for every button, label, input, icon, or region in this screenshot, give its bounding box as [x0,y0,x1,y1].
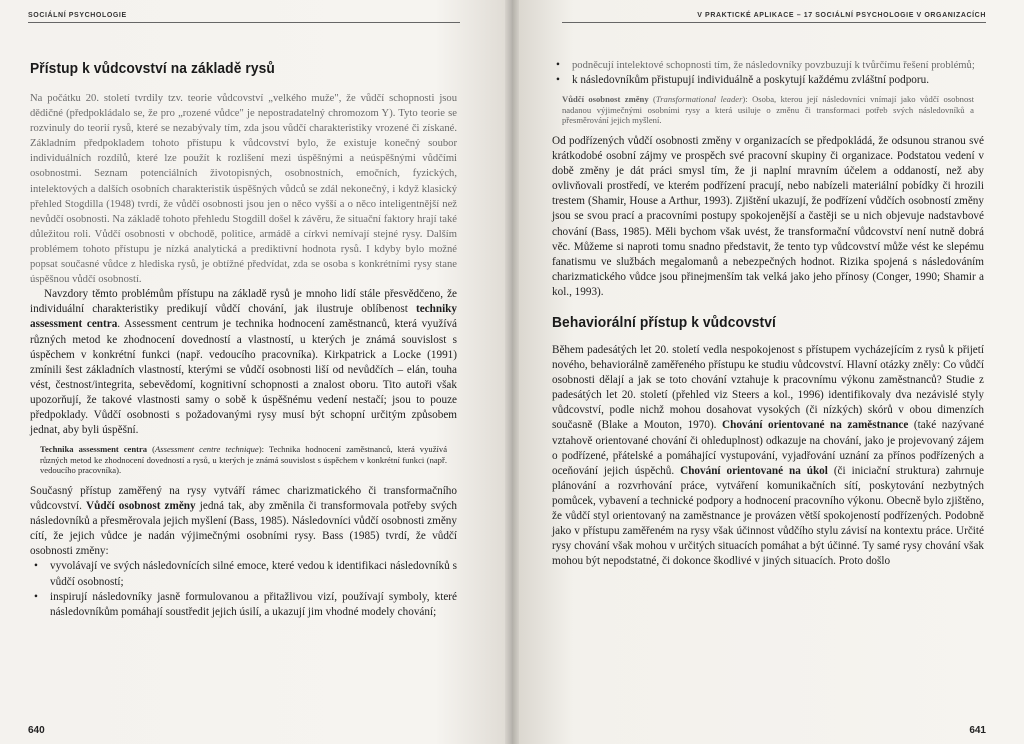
bullet-item: • inspirují následovníky jasně formulovanou a přitažlivou vizí, používají symboly, které následovníkům pomáhají soustředit jejich úsilí, a ukazují jim vhodné modely chování; [30,590,457,620]
paragraph-right-2-text-b: (také nazývané vztahově orientované chování či ohleduplnost) odkazuje na chování, jako je projevovaný zájem o podřízené, přátelské a pomáhající vystupování, vyjadřování uznání za přínos podřízených a oceňování jejich úspěchů. [552,419,984,477]
page-number-right: 641 [969,725,986,736]
section-title-behavioral: Behaviorální přístup k vůdcovství [552,314,776,331]
paragraph-2-text-a: Navzdory těmto problémům přístupu na základě rysů je mnoho lidí stále přesvědčeno, že individuální charakteristiky predikují vůdčí chování, jak ilustruje oblíbenost [30,288,457,316]
term-assessment-centre: techniky assessment centra [30,303,457,331]
gloss-definition: Technika hodnocení zaměstnanců, která využívá různých metod ke zhodnocení dovedností a rysů, u kterých je známá souvislost s úspěchem v konkrétní funkci (např. vedoucího pracovníka). [40,444,448,476]
left-text-column [30,60,457,620]
glossary-box-transformational: Vůdčí osobnost změny (Transformational leader): Osoba, kterou její následovníci vnímají jako vůdčí osobnost nadanou výjimečnými osobními rysy a která usiluje o změnu či transformaci potřeb svých následovníků a přesměrování jejich myšlení. [562,94,975,126]
paragraph-2 [30,287,457,438]
gloss-term-en: Assessment centre technique [155,444,259,455]
header-rule-left [28,22,460,23]
paragraph-1 [30,91,457,287]
paragraph-right-2-text-a: Během padesátých let 20. století vedla nespokojenost s přístupem vycházejícím z rysů k přijetí nového, behaviorálně zaměřeného přístupu ke studiu vůdcovství. Hlavní otázky zněly: Co vůdčí osobnosti dělají a jak se toto chování vztahuje k pracovnímu výkonu zaměstnanců? Studie z padesátých let 20. století (přehled viz Steers a kol., 1996) identifikovaly dva nezávislé styly vůdcovství, podle nichž mohou dosahovat vysokých (či nízkých) skórů v obou dimenzích současně (Blake a Mouton, 1970). [552,344,984,432]
bullet-item [552,58,984,73]
bullet-list-left [30,559,457,619]
paragraph-right-2 [552,343,984,569]
bullet-item-text: podněcují intelektové schopnosti tím, že následovníky povzbuzují k tvůrčímu řešení problémů; [572,60,975,71]
gloss-term-en: Transformational leader [655,94,743,105]
paragraph-3-text-a: Současný přístup zaměřený na rysy vytváří rámec charizmatického či transformačního vůdcovství. [30,484,457,513]
paragraph-2-text-b: . Assessment centrum je technika hodnocení zaměstnanců, která využívá různých metod ke zhodnocení dovedností a vlastností, u kterých je známá souvislost s úspěchem v konkrétní funkci (např. vedoucího pracovníka). Kirkpatrick a Locke (1991) zmínili šest základních vlastností, kterými se vůdčí osobnosti liší od nevůdčích – elán, touha vést, čestnost/integrita, sebevědomí, kognitivní schopnosti a znalost oboru. Tito autoři však upozorňují, že takové vlastnosti samy o sobě k úspěšnému vedení nestačí; jsou to pouze předpoklady. Vůdčí osobnosti s požadovanými rysy musí být schopní určitým způsobem jednat, aby byli úspěšní. [30,318,457,437]
paragraph-3 [30,484,457,559]
bullet-list-right [552,58,984,88]
glossary-box-assessment: Technika assessment centra (Assessment centre technique): Technika hodnocení zaměstnanců, která využívá různých metod ke zhodnocení dovedností a rysů, u kterých je známá souvislost s úspěchem v konkrétní funkci (např. vedoucího pracovníka). [40,444,448,476]
paragraph-1-text: Na počátku 20. století tvrdily tzv. teorie vůdcovství „velkého muže", že vůdčí schopnosti jsou dědičné (předpokládalo se, že pro „rozené vůdce" je nepostradatelný chromozom Y). Tyto teorie se rozvinuly do teorií rysů, které se nezabývaly tím, zda jsou vůdčí charakteristiky vrozené či získané. Základním předpokladem tohoto přístupu k vůdcovství bylo, že existuje konečný soubor individuálních rozdílů, které lze použít k rozlišení mezi úspěšnými a neúspěšnými vůdčími osobnostmi. Seznam potenciálních životopisných, osobnostních, emočních, fyzických, intelektových a dalších osobních charakteristik úspěšných vůdců se zdál nekonečný, i když klasický přehled Stogdilla (1948) tvrdí, že vůdčí osobnosti jsou jen o něco vyšší a o něco inteligentnější než nevůdčí osobnosti. Na základě tohoto přehledu Stogdill došel k závěru, že situační faktory hrají také důležitou roli. Vůdčí osobnosti v obchodě, politice, armádě a církvi nemívají stejné rysy. Dalším problémem tohoto přístupu je nízká analytická a prediktivní hodnota rysů. I kdyby bylo možné popsat současné vůdce z hlediska rysů, je obtížné předvídat, zda se osoba s konkrétními rysy stane úspěšnou vůdčí osobností. [30,93,457,286]
right-text-column [552,58,984,569]
paragraph-right-1: Od podřízených vůdčí osobnosti změny v organizacích se předpokládá, že odsunou stranou své krátkodobé osobní zájmy ve prospěch své pracovní skupiny či organizace. Podstatou vedení v době změny je dát práci smysl tím, že ji naplní mravním účelem a oddaností, než aby ovlivňovali prostředí, ve kterém podřízení pracují, nebo nabízeli materiální pobídky či hrozili trestem (Shamir, House a Arthur, 1993). Zjištění ukazují, že podřízení vůdčích osobností změny jsou se svou prací a pracovními postupy spokojenější a častěji se u nich objevuje nadstavbové chování (Bass, 1985). Měli bychom však uvést, že transformační vůdcovství není nutně dobrá věc. Můžeme si naproti tomu snadno představit, že tento typ vůdcovství může vést ke slepému fanatismu ve službách megalomanů a nebezpečných hodnot. Rizika spojená s následováním charizmatického vůdce jsou přinejmenším tak velká jako jeho přínosy (Conger, 1990; Shamir a kol., 1993). [552,134,984,298]
book-gutter [505,0,519,744]
gloss-definition: Osoba, kterou její následovníci vnímají jako vůdčí osobnost nadanou výjimečnými osobními rysy a která usiluje o změnu či transformaci potřeb svých následovníků a přesměrování jejich myšlení. [562,94,975,126]
paragraph-3-text-b: jedná tak, aby změnila či transformovala potřeby svých následovníků a přesměrovala jejich myšlení (Bass, 1985). Následovníci vůdčí osobnosti změny cítí, že jejich vůdce je nadán výjimečnými osobními rysy. Bass (1985) tvrdí, že vůdčí osobnosti změny: [30,500,457,558]
bullet-item: • vyvolávají ve svých následovnících silné emoce, které vedou k identifikaci následovníků s vůdčí osobností; [30,559,457,589]
gloss-term: Technika assessment centra [40,444,148,455]
page-number-left: 640 [28,725,45,736]
term-employee-oriented: Chování orientované na zaměstnance [722,419,909,432]
gloss-term: Vůdčí osobnost změny [562,94,649,105]
term-task-oriented: Chování orientované na úkol [680,464,828,477]
term-transformational-leader: Vůdčí osobnost změny [86,500,196,513]
running-head-left: SOCIÁLNÍ PSYCHOLOGIE [28,12,127,19]
section-title-traits: Přístup k vůdcovství na základě rysů [30,60,275,77]
bullet-item: • k následovníkům přistupují individuálně a poskytují každému zvláštní podporu. [552,73,984,88]
paragraph-right-2-text-c: (či iniciační struktura) zahrnuje plánování a rozvrhování práce, vytváření komunikačních sítí, poskytování nezbytných pomůcek, vybavení a technické podpory a hodnocení pracovního výkonu. Obecně bylo zjištěno, že vůdčí styl orientovaný na zaměstnance je provázen větší spokojeností podřízených. Podobně jako v přístupu zaměřeném na rysy však účinnost vůdčího stylu závisí na kontextu práce. Určité rysy chování však mohou v určitých situacích pomáhat a být účinné. Ty samé rysy chování však mohou být nepodstatné, či dokonce škodlivé v jiných situacích. Proto došlo [552,464,984,568]
running-head-right: V PRAKTICKÉ APLIKACE – 17 SOCIÁLNÍ PSYCHOLOGIE V ORGANIZACÍCH [697,12,986,19]
header-rule-right [562,22,986,23]
right-page [512,0,1024,744]
